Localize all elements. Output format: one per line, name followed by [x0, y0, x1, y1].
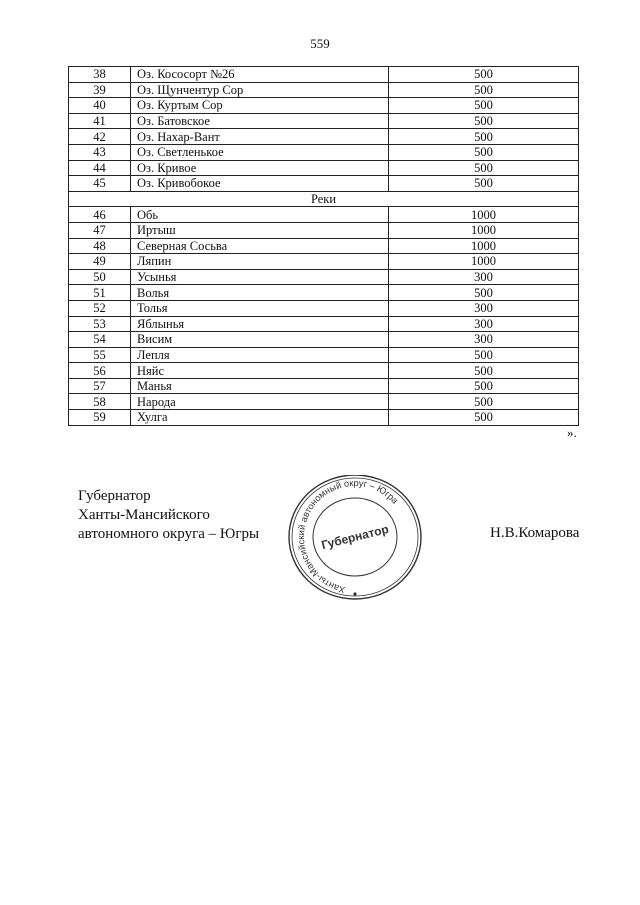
row-value: 300: [389, 332, 579, 348]
signer-name: Н.В.Комарова: [490, 525, 580, 541]
table-row: [69, 113, 579, 129]
row-name: Толья: [131, 300, 389, 316]
table-row: [69, 316, 579, 332]
row-name: Висим: [131, 332, 389, 348]
table-row: [69, 410, 579, 426]
row-number: 46: [69, 207, 131, 223]
stamp-ring-textpath: Ханты-Мансийский автономный округ – Югра: [295, 477, 401, 595]
row-number: 38: [69, 67, 131, 83]
row-number: 45: [69, 176, 131, 192]
row-value: 500: [389, 82, 579, 98]
signer-title-line3: автономного округа – Югры: [78, 526, 260, 542]
row-value: 500: [389, 410, 579, 426]
row-value: 500: [389, 113, 579, 129]
row-value: 500: [389, 67, 579, 83]
table-row: [69, 160, 579, 176]
table-row: [69, 144, 579, 160]
official-stamp: [285, 475, 425, 605]
row-number: 55: [69, 347, 131, 363]
row-name: Волья: [131, 285, 389, 301]
row-name: Оз. Нахар-Вант: [131, 129, 389, 145]
table-row: [69, 238, 579, 254]
row-name: Оз. Батовское: [131, 113, 389, 129]
row-value: 300: [389, 269, 579, 285]
row-number: 39: [69, 82, 131, 98]
stamp-dot: [353, 592, 356, 595]
row-number: 44: [69, 160, 131, 176]
row-number: 53: [69, 316, 131, 332]
table-row: [69, 332, 579, 348]
row-name: Усынья: [131, 269, 389, 285]
row-number: 50: [69, 269, 131, 285]
row-name: Хулга: [131, 410, 389, 426]
row-name: Манья: [131, 378, 389, 394]
table-row: [69, 82, 579, 98]
page-number: 559: [310, 36, 330, 51]
table-row: [69, 285, 579, 301]
row-name: Оз. Щунчентур Сор: [131, 82, 389, 98]
row-name: Обь: [131, 207, 389, 223]
row-value: 500: [389, 347, 579, 363]
row-name: Оз. Кососорт №26: [131, 67, 389, 83]
table-row: [69, 378, 579, 394]
closing-quote: ».: [567, 425, 577, 440]
row-value: 500: [389, 176, 579, 192]
lakes-rows: [69, 67, 579, 192]
row-number: 59: [69, 410, 131, 426]
table-row: [69, 207, 579, 223]
row-number: 54: [69, 332, 131, 348]
signer-title-line1: Губернатор: [78, 488, 151, 504]
row-number: 41: [69, 113, 131, 129]
section-row: [69, 191, 579, 207]
row-name: Оз. Кривое: [131, 160, 389, 176]
row-name: Иртыш: [131, 222, 389, 238]
row-value: 300: [389, 300, 579, 316]
row-name: Няйс: [131, 363, 389, 379]
row-name: Лепля: [131, 347, 389, 363]
row-value: 300: [389, 316, 579, 332]
table-row: [69, 222, 579, 238]
row-value: 500: [389, 98, 579, 114]
row-number: 51: [69, 285, 131, 301]
row-value: 500: [389, 144, 579, 160]
row-value: 1000: [389, 238, 579, 254]
table-row: [69, 347, 579, 363]
row-number: 57: [69, 378, 131, 394]
row-number: 47: [69, 222, 131, 238]
data-table: [68, 66, 579, 426]
row-number: 58: [69, 394, 131, 410]
row-name: Оз. Кривобокое: [131, 176, 389, 192]
row-number: 52: [69, 300, 131, 316]
row-value: 500: [389, 363, 579, 379]
table-row: [69, 67, 579, 83]
row-number: 43: [69, 144, 131, 160]
row-number: 40: [69, 98, 131, 114]
table-row: [69, 269, 579, 285]
row-value: 500: [389, 378, 579, 394]
row-name: Ляпин: [131, 254, 389, 270]
section-rivers-label: Реки: [69, 191, 579, 207]
row-value: 500: [389, 394, 579, 410]
rivers-rows: [69, 207, 579, 425]
table-row: [69, 254, 579, 270]
table-row: [69, 98, 579, 114]
row-name: Оз. Светленькое: [131, 144, 389, 160]
row-value: 500: [389, 160, 579, 176]
row-value: 500: [389, 285, 579, 301]
row-value: 1000: [389, 254, 579, 270]
table-row: [69, 363, 579, 379]
table-row: [69, 300, 579, 316]
row-number: 56: [69, 363, 131, 379]
signer-title-line2: Ханты-Мансийского: [78, 507, 210, 523]
stamp-center-text: Губернатор: [319, 521, 391, 553]
signer-title: [78, 487, 259, 544]
row-name: Народа: [131, 394, 389, 410]
row-number: 48: [69, 238, 131, 254]
row-name: Оз. Куртым Сор: [131, 98, 389, 114]
row-value: 1000: [389, 222, 579, 238]
row-value: 500: [389, 129, 579, 145]
table-row: [69, 129, 579, 145]
row-name: Яблынья: [131, 316, 389, 332]
table-row: [69, 394, 579, 410]
row-number: 42: [69, 129, 131, 145]
table-row: [69, 176, 579, 192]
row-name: Северная Сосьва: [131, 238, 389, 254]
row-number: 49: [69, 254, 131, 270]
row-value: 1000: [389, 207, 579, 223]
